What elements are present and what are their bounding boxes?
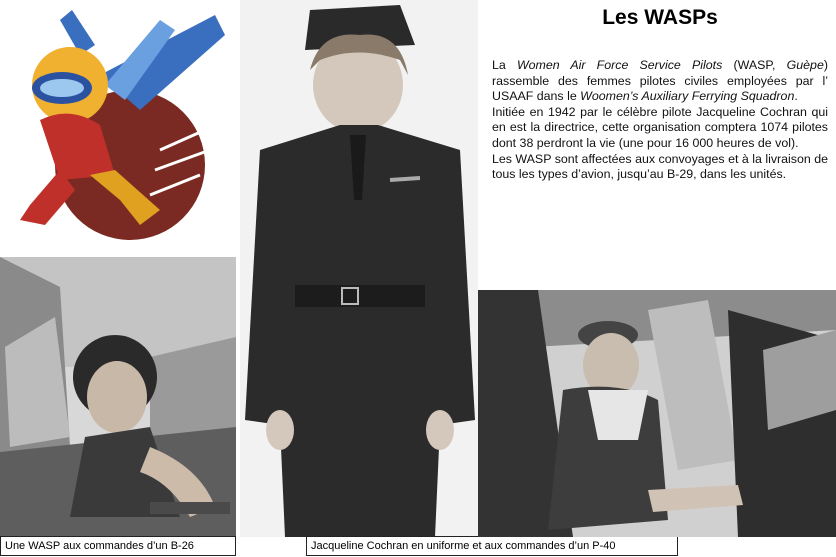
wasp-emblem-image (0, 0, 236, 248)
caption-cochran: Jacqueline Cochran en uniforme et aux commandes d’un P-40 (306, 536, 678, 556)
p1-text-e: ) rassemble des femmes pilotes civiles employées par l’ USAAF dans le (492, 58, 828, 104)
p1-text-g: . (794, 89, 798, 104)
p1-text-a: La (492, 58, 517, 72)
body-text (492, 58, 828, 183)
p1-text-d: Guèpe (786, 58, 824, 72)
cochran-uniform-photo (240, 0, 478, 537)
p1-text-b: Women Air Force Service Pilots (516, 58, 723, 72)
page-title: Les WASPs (602, 6, 718, 29)
paragraph-3: Les WASP sont affectées aux convoyages et à la livraison de tous les types d’avion, jusqu’au B-29, dans les unités. (492, 151, 828, 182)
p40-photo-graphic (478, 290, 836, 537)
p1-text-f: Woomen’s Auxiliary Ferrying Squadron (580, 89, 795, 104)
cochran-p40-photo (478, 290, 836, 537)
p1-text-c: (WASP, (722, 58, 787, 72)
wasp-b26-photo (0, 257, 236, 537)
caption-b26: Une WASP aux commandes d’un B-26 (0, 536, 236, 556)
paragraph-2: Initiée en 1942 par le célèbre pilote Jacqueline Cochran qui en est la directrice, cette organisation comptera 1074 pilotes dont 38 perdront la vie (une pour 16 000 heures de vol). (492, 104, 828, 150)
paragraph-1 (492, 58, 828, 105)
cochran-photo-graphic (240, 0, 478, 537)
wasp-emblem-graphic (0, 0, 236, 248)
b26-photo-graphic (0, 257, 236, 537)
